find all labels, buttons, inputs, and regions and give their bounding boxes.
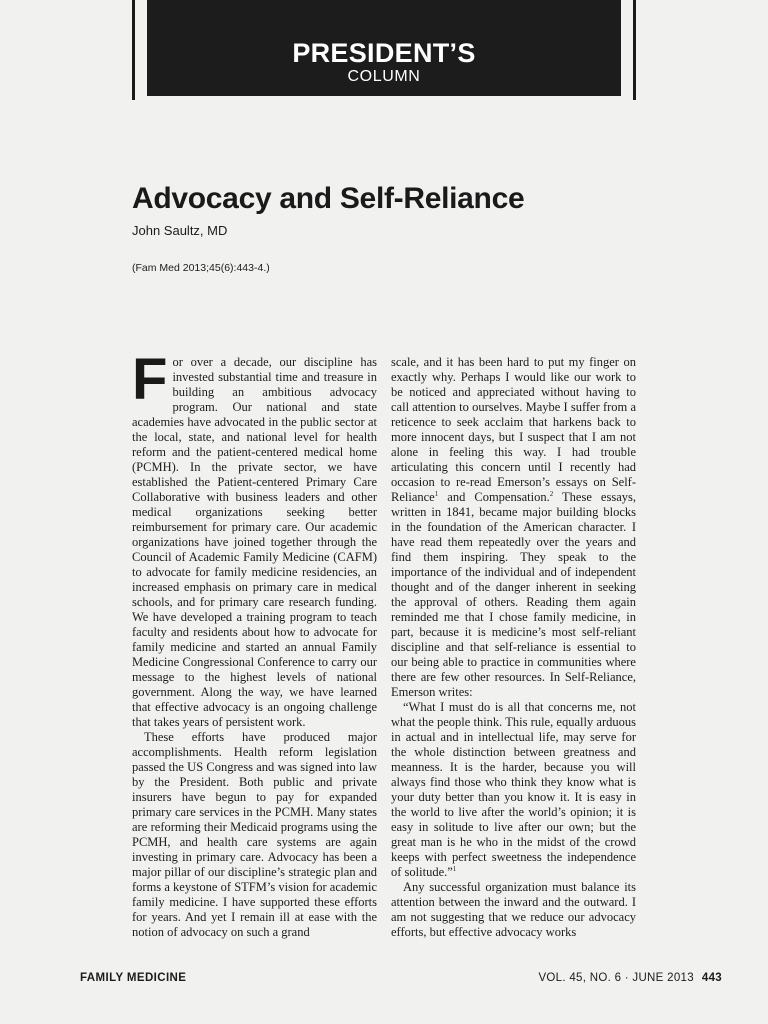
footnote-ref[interactable]: 2 xyxy=(549,489,554,498)
column-masthead xyxy=(132,0,636,100)
body-column-right xyxy=(391,355,636,940)
paragraph-text: and Compensation. xyxy=(438,490,550,504)
issue-label: VOL. 45, NO. 6 · JUNE 2013 xyxy=(538,972,694,984)
page-footer xyxy=(80,972,722,988)
issue-info xyxy=(538,972,722,984)
journal-name: FAMILY MEDICINE xyxy=(80,972,187,984)
masthead-title: PRESIDENT’S xyxy=(292,38,476,68)
paragraph-text: These essays, written in 1841, became major building blocks in the foundation of the American character. I have read them repeatedly over the years and find them inspiring. They speak to the importance of the individual and of independent thought and of the danger inherent in seeking the approval of others. Reading them again reminded me that I chose family medicine, in part, because it is medicine’s most self-reliant discipline and that self-reliance is essential to our being able to practice in communities where there are few other resources. In Self-Reliance, Emerson writes: xyxy=(391,490,636,699)
paragraph-1-text: or over a decade, our discipline has invested substantial time and treasure in building an ambitious advocacy program. Our national and state academies have advocated in the public sector at the local, state, and national level for health reform and the patient-centered medical home (PCMH). In the private sector, we have established the Patient-centered Primary Care Collaborative with business leaders and other medical organizations seeking better reimbursement for primary care. Our academic organizations have joined together through the Council of Academic Family Medicine (CAFM) to advocate for family medicine residencies, an increased emphasis on primary care in medical schools, and for primary care research funding. We have developed a training program to teach faculty and residents about how to advocate for family medicine and started an annual Family Medicine Congressional Conference to carry our message to the highest levels of national government. Along the way, we have learned that effective advocacy is an ongoing challenge that takes years of persistent work. xyxy=(132,355,377,729)
paragraph-1 xyxy=(132,347,377,730)
page-number: 443 xyxy=(701,972,722,984)
masthead-subtitle: COLUMN xyxy=(347,68,421,85)
masthead-banner xyxy=(147,0,621,96)
paragraph-2: These efforts have produced major accomplishments. Health reform legislation passed the US Congress and was signed into law by the President. Both public and private insurers have begun to pay for expanded primary care services in the PCMH. Many states are reforming their Medicaid programs using the PCMH, and health care systems are again investing in primary care. Advocacy has been a major pillar of our discipline’s strategic plan and forms a keystone of STFM’s vision for academic family medicine. I have supported these efforts for years. And yet I remain ill at ease with the notion of advocacy on such a grand xyxy=(132,730,377,939)
paragraph-3: Any successful organization must balance its attention between the inward and the outward. I am not suggesting that we reduce our advocacy efforts, but effective advocacy works xyxy=(391,880,636,939)
quote-text: “What I must do is all that concerns me, not what the people think. This rule, equally arduous in actual and in intellectual life, may serve for the whole distinction between greatness and meanness. It is the harder, because you will always find those who think they know what is your duty better than you know it. It is easy in the world to live after the world’s opinion; it is easy in solitude to live after our own; but the great man is he who in the midst of the crowd keeps with perfect sweetness the independence of solitude.” xyxy=(391,700,636,879)
paragraph-text: scale, and it has been hard to put my finger on exactly why. Perhaps I would like our work to be noticed and appreciated without having to call attention to ourselves. Maybe I suffer from a reticence to seek acclaim that harkens back to more innocent days, but I suspect that I am not alone in feeling this way. I had trouble articulating this concern until I recently had occasion to re-read Emerson’s essays on Self-Reliance xyxy=(391,355,636,504)
footnote-ref[interactable]: 1 xyxy=(434,489,439,498)
article-title: Advocacy and Self-Reliance xyxy=(132,182,525,215)
paragraph-2-continued xyxy=(391,355,636,700)
drop-cap: F xyxy=(132,347,168,412)
citation: (Fam Med 2013;45(6):443-4.) xyxy=(132,262,270,274)
emerson-quote xyxy=(391,700,636,880)
body-column-left xyxy=(132,347,377,940)
footnote-ref[interactable]: 1 xyxy=(452,864,457,873)
author-byline: John Saultz, MD xyxy=(132,223,228,238)
